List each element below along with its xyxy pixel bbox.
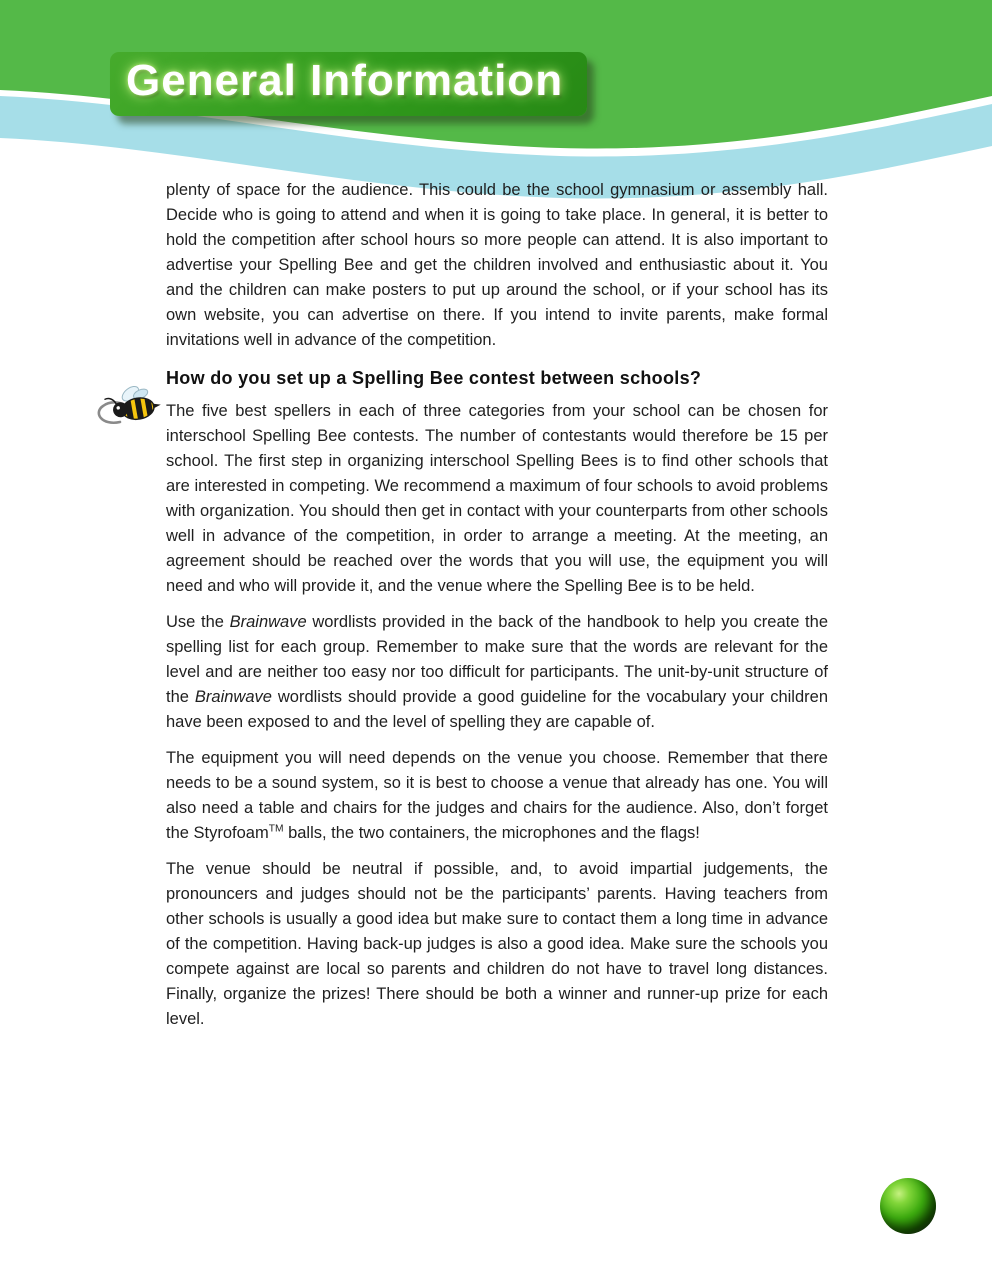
text-segment: wordlists provided in the back of the handbook to help you create the spelling list for each group. Remember to make sure that the words are relevant for the level and are neither too easy nor too difficult for participants. The unit-by-unit structure of the [166,613,828,706]
paragraph-organize: The five best spellers in each of three categories from your school can be chosen for interschool Spelling Bee contests. The number of contestants would therefore be 15 per school. The first step in organizing interschool Spelling Bees is to find other schools that are interested in competing. We recommend a maximum of four schools to avoid problems with organization. You should then get in contact with your counterparts from other schools well in advance of the competition, in order to arrange a meeting. At the meeting, an agreement should be reached over the words that you will use, the equipment you will need and who will provide it, and the venue where the Spelling Bee is to be held. [166,402,828,595]
text-segment: wordlists should provide a good guideline for the vocabulary your children have been exposed to and the level of spelling they are capable of. [166,688,828,731]
brainwave-italic: Brainwave [229,613,307,631]
brainwave-italic: Brainwave [194,688,272,706]
section-heading: How do you set up a Spelling Bee contest between schools? [166,368,702,388]
paragraph-equipment [166,746,828,846]
paragraph-wordlists [166,610,828,735]
paragraph-intro: plenty of space for the audience. This could be the school gymnasium or assembly hall. Decide who is going to attend and when it is going to take place. In general, it is better to hold the competition after school hours so more people can attend. It is also important to advertise your Spelling Bee and get the children involved and enthusiastic about it. You and the children can make posters to put up around the school, or if your school has its own website, you can advertise on there. If you intend to invite parents, make formal invitations well in advance of the competition. [166,181,828,349]
text-segment: The equipment you will need depends on the venue you choose. Remember that there needs to be a sound system, so it is best to choose a venue that already has one. You will also need a table and chairs for the judges and chairs for the audience. Also, don’t forget the Styrofoam [166,749,828,842]
paragraph-venue: The venue should be neutral if possible, and, to avoid impartial judgements, the pronouncers and judges should not be the participants’ parents. Having teachers from other schools is usually a good idea but make sure to contact them a long time in advance of the competition. Having back-up judges is also a good idea. Make sure the schools you compete against are local so parents and children do not have to travel long distances. Finally, organize the prizes! There should be both a winner and runner-up prize for each level. [166,860,828,1028]
green-sphere-decoration [880,1178,936,1234]
content [166,178,828,1043]
bee-icon [92,380,164,430]
text-segment: balls, the two containers, the microphones and the flags! [283,824,700,842]
text-segment: Use the [166,613,230,631]
page-title-box [110,52,587,116]
page-title: General Information [126,56,564,105]
trademark-superscript: TM [268,823,284,835]
